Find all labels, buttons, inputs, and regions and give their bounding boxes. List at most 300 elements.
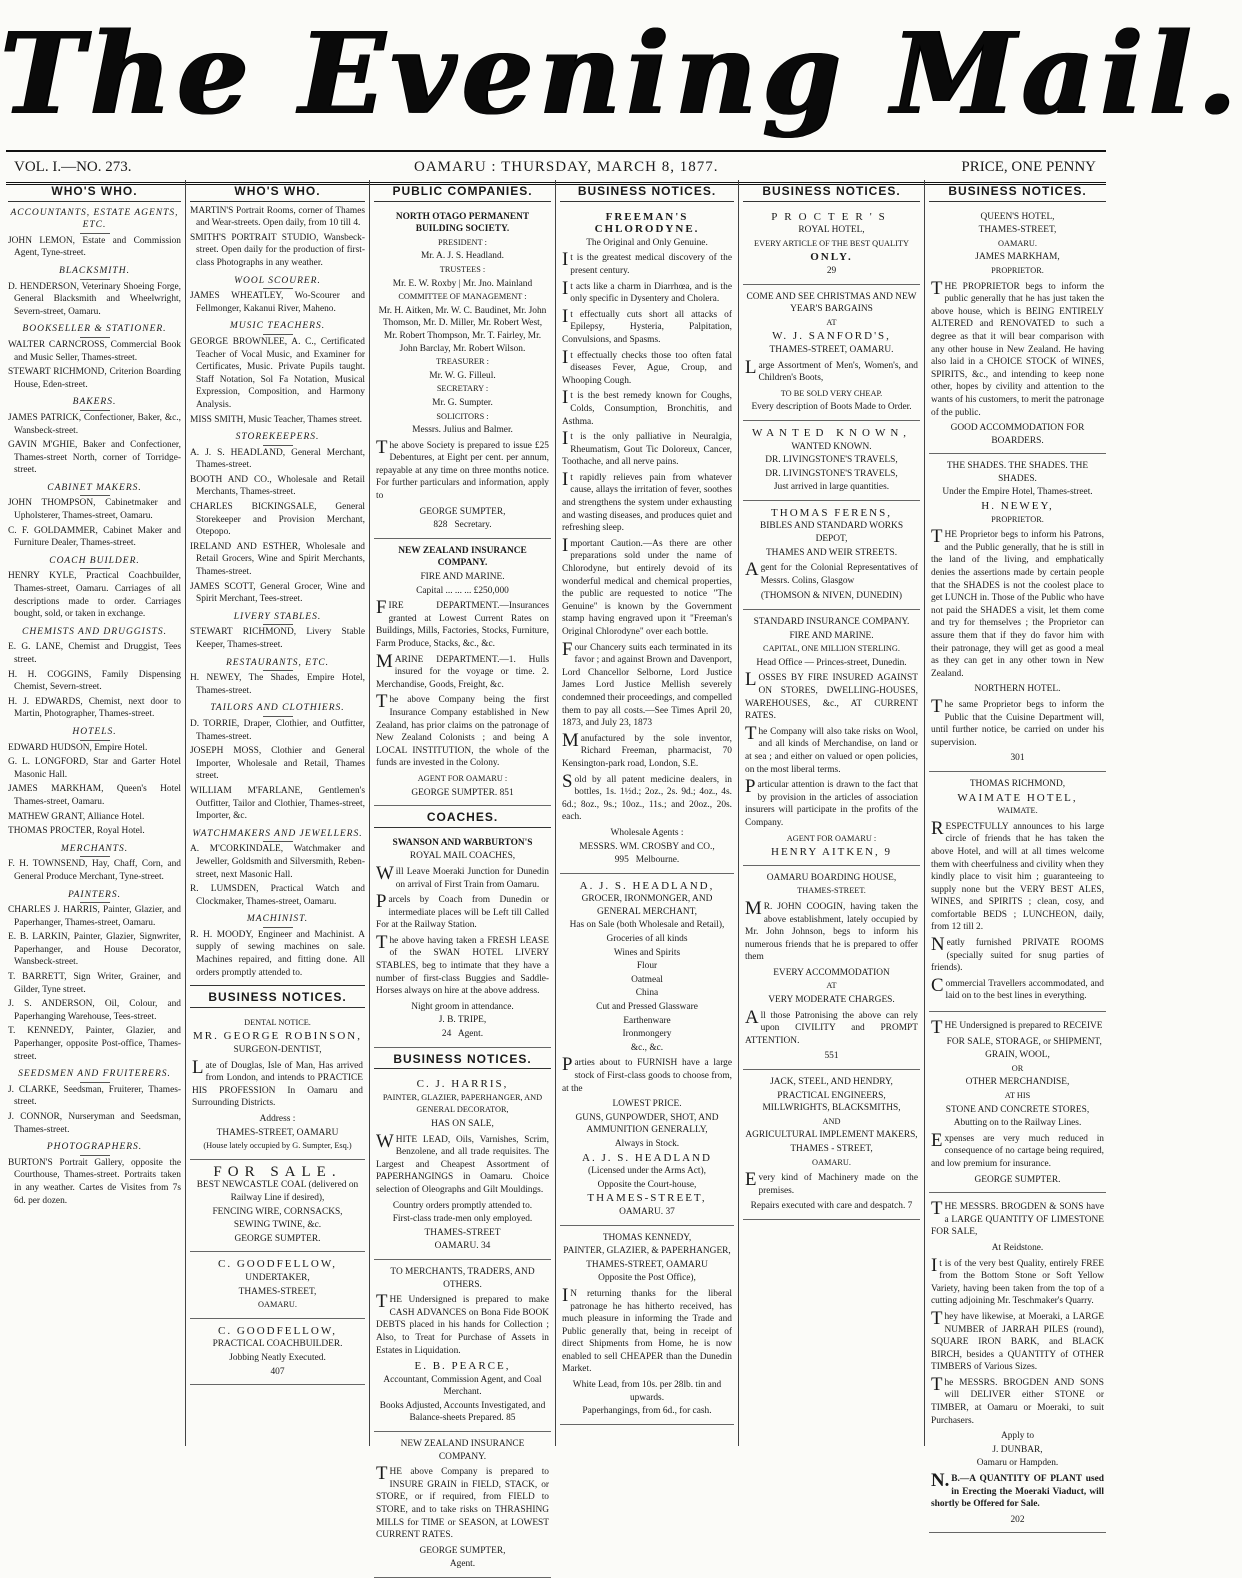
directory-entry: C. F. GOLDAMMER, Cabinet Maker and Furniture Dealer, Thames-street. (8, 525, 181, 549)
column-5 (738, 180, 924, 1446)
ad-line: THAMES-STREET, OAMARU. (769, 344, 894, 355)
ad-role: GROCER, IRONMONGER, AND GENERAL MERCHANT, (581, 894, 713, 917)
ad-line: First-class trade-men only employed. (392, 1214, 533, 1225)
directory-entry: A. M'CORKINDALE, Watchmaker and Jeweller, Goldsmith and Silversmith, Reben-street, next Masonic Hall. (190, 844, 365, 880)
directory-entry: CHARLES BICKINGSALE, General Storekeeper and Provision Merchant, Otepopo. (190, 502, 365, 538)
ad-line: EVERY ACCOMMODATION (773, 967, 890, 978)
item-entry: Flour (636, 961, 658, 972)
headland-ad (560, 874, 734, 1226)
directory-entry: STEWART RICHMOND, Livery Stable Keeper, Thames-street. (190, 627, 365, 650)
ad-name: C. GOODFELLOW, (218, 1324, 337, 1337)
ad-body: FIRE DEPARTMENT.—Insurances granted at Lowest Current Rates on Buildings, Mills, Factories, Stocks, Furniture, Farm Produce, Stacks, &c., &c. (376, 597, 549, 649)
ad-line: EVERY ARTICLE OF THE BEST QUALITY (754, 238, 909, 248)
ad-label: COMMITTEE OF MANAGEMENT : (398, 292, 527, 302)
ad-line: At Reidstone. (991, 1242, 1044, 1253)
ad-title: NEW ZEALAND INSURANCE COMPANY. (400, 1439, 525, 1462)
category-heading: BOOKSELLER & STATIONER. (8, 323, 181, 338)
category-heading: TAILORS AND CLOTHIERS. (190, 702, 365, 717)
coachbuilder-ad (190, 1319, 365, 1385)
wanted-known-ad (743, 421, 920, 501)
business-notices-heading: BUSINESS NOTICES. (374, 1048, 551, 1070)
ad-line: Mr. H. Aitken, Mr. W. C. Baudinet, Mr. John Thomson, Mr. D. Miller, Mr. Robert West, Mr. Robert Thompson, Mr. T. Fairley, Mr. John Barclay, Mr. Robert Wilson. (378, 305, 547, 354)
ad-line: AT (826, 981, 837, 991)
ad-number: 407 (270, 1366, 285, 1377)
ad-body: Neatly furnished PRIVATE ROOMS (specially suited for snug parties of friends). (931, 934, 1104, 974)
ad-role: PAINTER, GLAZIER, PAPERHANGER, AND GENERAL DECORATOR, (382, 1092, 543, 1115)
directory-entry: D. TORRIE, Draper, Clothier, and Outfitter, Thames-street. (190, 718, 365, 742)
ad-body: It is of the very best Quality, entirely FREE from the Bottom Stone or Soft Yellow Variety, having been taken from the top of a cutting adjoining Mr. Teschmaker's Quarry. (931, 1254, 1104, 1307)
ad-number: 85 (506, 1413, 516, 1424)
column-4 (555, 180, 738, 1446)
directory-entry: E. B. LARKIN, Painter, Glazier, Signwriter, Paperhanger, and House Decorator, Wansbeck-street. (8, 932, 181, 968)
category-heading: MUSIC TEACHERS. (190, 320, 365, 335)
ad-line: SEWING TWINE, &c. (233, 1220, 322, 1231)
ad-title: DENTAL NOTICE. (244, 1017, 311, 1027)
ad-line: FIRE AND MARINE. (789, 630, 874, 641)
ad-body: WHITE LEAD, Oils, Varnishes, Scrim, Benzolene, and all trade requisites. The Largest and Cheapest Assortment of PAPERHANGINGS in Oamaru. Choice selection of Oleographs and Gilt Mouldings. (376, 1130, 549, 1195)
ad-line: THAMES-STREET (424, 1227, 501, 1238)
ad-line: THAMES-STREET, (238, 1286, 317, 1297)
ad-line: TO BE SOLD VERY CHEAP. (780, 388, 883, 398)
directory-entry: R. H. MOODY, Engineer and Machinist. A supply of sewing machines on sale. Machines repaired, and fitting done. All orders promptly attended to. (190, 929, 365, 978)
ad-line: Secretary. (454, 520, 492, 531)
directory-entry: H. J. EDWARDS, Chemist, next door to Martin, Photographer, Thames-street. (8, 696, 181, 720)
ad-signature: J. B. TRIPE, (438, 1015, 487, 1026)
column-heading: WHO'S WHO. (8, 180, 181, 202)
ad-line: STONE AND CONCRETE STORES, (945, 1104, 1090, 1115)
ad-body: THE PROPRIETOR begs to inform the public generally that he has just taken the above house, which is BEING ENTIRELY ALTERED and RENOVATED to such a degree as that it will bear comparison with any other house in New Zealand. He having also laid in a CHOICE STOCK of WINES, SPIRITS, &c., and intending to keep none other, hopes by civility and attention to the wants of his customers, to merit the patronage of the public. (931, 277, 1104, 418)
ad-line: (Licensed under the Arms Act), (588, 1166, 706, 1177)
ad-line: THAMES-STREET, (587, 1192, 707, 1205)
harris-ad (374, 1072, 551, 1260)
ad-line: MESSRS. WM. CROSBY and CO., (579, 841, 715, 852)
category-heading: PAINTERS. (8, 889, 181, 904)
standard-insurance-ad (743, 610, 920, 866)
ad-body: The MESSRS. BROGDEN AND SONS will DELIVER either STONE or TIMBER, at Oamaru or Moeraki, to suit Purchasers. (931, 1373, 1104, 1426)
ad-role: PRACTICAL ENGINEERS, MILLWRIGHTS, BLACKSMITHS, (762, 1090, 901, 1114)
ad-body: Late of Douglas, Isle of Man, Has arrived from London, and intends to PRACTICE HIS PROFESSION In Oamaru and Surrounding Districts. (192, 1056, 363, 1109)
ad-body: The above Company being the first Insurance Company established in New Zealand, has prior claims on the patronage of New Zealand Colonists ; and being A LOCAL INSTITUTION, the whole of the funds are invested in the Colony. (376, 691, 549, 769)
ad-paragraph: Four Chancery suits each terminated in its favor ; and against Brown and Davenport, Lord Chancellor Selborne, Lord Justice James Lord Justice Mellish severely condemned their proceedings, and compelled them to pay all costs.—See Times April 20, 1873, and July 23, 1873 (562, 638, 732, 729)
directory-entry: CHARLES J. HARRIS, Painter, Glazier, and Paperhanger, Thames-street, Oamaru. (8, 905, 181, 928)
ad-line: Always in Stock. (614, 1138, 680, 1149)
ad-role: SURGEON-DENTIST, (233, 1045, 322, 1056)
ad-number: 202 (1010, 1514, 1025, 1525)
for-sale-ad (190, 1160, 365, 1253)
ad-line: Country orders promptly attended to. (392, 1200, 533, 1211)
ad-title: TO MERCHANTS, TRADERS, AND OTHERS. (390, 1266, 535, 1290)
ad-label: TREASURER : (436, 357, 489, 367)
ad-label: AGENT FOR OAMARU : (786, 833, 877, 843)
directory-entry: MISS SMITH, Music Teacher, Thames street. (190, 414, 363, 425)
ad-role: Accountant, Commission Agent, and Coal Merchant. (383, 1374, 542, 1398)
ad-role: PROPRIETOR. (991, 265, 1044, 275)
ad-body: THE above Company is prepared to INSURE GRAIN in FIELD, STACK, or STORE, or if required, from FIELD to STORE, and to take risks on THRASHING MILLS for TIME or SEASON, at LOWEST CURRENT RATES. (376, 1463, 549, 1541)
category-heading: MACHINIST. (190, 913, 365, 928)
ad-label: TRUSTEES : (439, 264, 486, 274)
ad-line: THAMES-STREET, (978, 225, 1057, 236)
ad-paragraph: It effectually cuts short all attacks of Epilepsy, Hysteria, Palpitation, Convulsions, and Spasms. (562, 305, 732, 345)
column-3 (369, 180, 555, 1570)
ad-body: N.B.—A QUANTITY OF PLANT used in Erecting the Moeraki Viaduct, will shortly be Offered for Sale. (931, 1470, 1104, 1510)
ad-line: White Lead, from 10s. per 28lb. tin and upwards. (572, 1380, 722, 1403)
directory-entry: SMITH'S PORTRAIT STUDIO, Wansbeck-street. Open daily for the production of first-class Photographs in any weather. (190, 232, 365, 268)
ad-number: 37 (665, 1206, 675, 1217)
ad-title: WANTED KNOWN, (751, 426, 912, 439)
directory-entry: H. H. COGGINS, Family Dispensing Chemist, Severn-street. (8, 669, 181, 693)
queens-hotel-ad (929, 205, 1106, 455)
grain-storage-ad (929, 1012, 1106, 1193)
ad-title: NORTH OTAGO PERMANENT BUILDING SOCIETY. (395, 211, 530, 235)
ad-line: THAMES-STREET, OAMARU (216, 1127, 339, 1138)
ad-signature: HENRY AITKEN, (771, 846, 880, 859)
ad-line: (House lately occupied by G. Sumpter, Esq.) (203, 1141, 352, 1151)
ad-name: JACK, STEEL, AND HENDRY, (770, 1077, 893, 1088)
ad-number: 995 (614, 855, 629, 866)
item-entry: Oatmeal (631, 974, 663, 985)
ad-line: Mr. W. G. Filleul. (429, 370, 496, 381)
ad-body: All those Patronising the above can rely upon CIVILITY and PROMPT ATTENTION. (745, 1006, 918, 1046)
directory-entry: THOMAS PROCTER, Royal Hotel. (8, 826, 145, 837)
ad-body: The above Society is prepared to issue £25 Debentures, at Eight per cent. per annum, repayable at any time on three months notice. For further particulars and information, apply to (376, 436, 549, 502)
ad-body: THE MESSRS. BROGDEN & SONS have a LARGE QUANTITY OF LIMESTONE FOR SALE, (931, 1198, 1104, 1238)
business-notices-heading: BUSINESS NOTICES. (190, 985, 365, 1008)
ad-label: Wholesale Agents : (610, 827, 684, 838)
category-heading: CABINET MAKERS. (8, 482, 181, 497)
ad-line: OAMARU. (258, 1300, 297, 1310)
column-1 (4, 180, 185, 1446)
ad-line: Mr. E. W. Roxby | Mr. Jno. Mainland (392, 278, 533, 289)
ad-body: Will Leave Moeraki Junction for Dunedin on arrival of First Train from Oamaru. (376, 862, 549, 890)
ad-line: OR (1011, 1063, 1024, 1073)
directory-entry: JOSEPH MOSS, Clothier and General Importer, Wholesale and Retail, Thames street. (190, 746, 365, 782)
directory-entry: BURTON'S Portrait Gallery, opposite the Courthouse, Thames-street. Portraits taken in any weather. Cartes de Visites from 7s 6d. per dozen. (8, 1157, 181, 1206)
ad-body: THE Undersigned is prepared to RECEIVE (931, 1017, 1103, 1039)
ad-body: IN returning thanks for the liberal patronage he has hitherto received, has much pleasure in informing the Trade and Public generally that, being in receipt of direct Shipments from Home, he is now enabled to sell CHEAPER than the Dunedin Market. (562, 1284, 732, 1375)
directory-entry: JAMES MARKHAM, Queen's Hotel Thames-street, Oamaru. (8, 784, 181, 807)
ad-line: BEST NEWCASTLE COAL (delivered on Railway Line if desired), (196, 1180, 359, 1203)
engineers-ad (743, 1070, 920, 1220)
ad-line: FIRE AND MARINE. (420, 572, 505, 583)
sanford-ad (743, 285, 920, 421)
ad-line: NORTHERN HOTEL. (974, 684, 1061, 695)
directory-entry: T. KENNEDY, Painter, Glazier, and Paperhanger, opposite Post-office, Thames-street. (8, 1026, 181, 1062)
ad-line: OAMARU. (619, 1206, 664, 1217)
ad-paragraph: It effectually checks those too often fatal diseases Fever, Ague, Croup, and Whooping Cough. (562, 346, 732, 386)
category-heading: RESTAURANTS, ETC. (190, 657, 365, 672)
ad-number: 551 (824, 1051, 839, 1062)
ad-title: QUEEN'S HOTEL, (980, 211, 1055, 222)
column-heading: PUBLIC COMPANIES. (374, 180, 551, 202)
item-entry: Wines and Spirits (613, 947, 681, 958)
ad-line: Every description of Boots Made to Order. (751, 402, 912, 413)
chlorodyne-ad (560, 205, 734, 874)
ad-body: Commercial Travellers accommodated, and laid on to the best lines in everything. (931, 974, 1104, 1002)
ad-name: J. DUNBAR, (992, 1444, 1043, 1455)
directory-entry: H. NEWEY, The Shades, Empire Hotel, Thames-street. (190, 673, 365, 696)
category-heading: SEEDSMEN AND FRUITERERS. (8, 1068, 181, 1083)
ad-body: Large Assortment of Men's, Women's, and Children's Boots, (745, 356, 918, 384)
ad-line: Address : (259, 1114, 296, 1124)
directory-entry: BOOTH AND CO., Wholesale and Retail Merchants, Thames-street. (190, 474, 365, 498)
nz-insurance-ad (374, 539, 551, 806)
dental-notice-ad (190, 1011, 365, 1160)
ad-title: PROCTER'S (771, 210, 892, 223)
item-entry: Groceries of all kinds (606, 934, 688, 945)
ferens-ad (743, 501, 920, 610)
waimate-hotel-ad (929, 772, 1106, 1012)
ad-paragraph: Important Caution.—As there are other preparations sold under the name of Chlorodyne, but entirely devoid of its wonderful medical and chemical properties, the public are requested to notice "The Genuine" is known by the Government stamp having engraved upon it "Freeman's Original Chlorodyne" over each bottle. (562, 534, 732, 637)
directory-entry: JOHN THOMPSON, Cabinetmaker and Upholsterer, Thames-street, Oamaru. (8, 498, 181, 522)
ad-body: The above having taken a FRESH LEASE of the SWAN HOTEL LIVERY STABLES, beg to intimate that they have a number of first-class Buggies and Saddle-Horses always on hire at the above address. (376, 931, 549, 997)
ad-line: AND (822, 1116, 841, 1126)
ad-line: DR. LIVINGSTONE'S TRAVELS, (765, 468, 898, 479)
ad-paragraph: Sold by all patent medicine dealers, in bottles, 1s. 1½d.; 2oz., 2s. 9d.; 4oz., 4s. 6d.; 8oz., 9s.; 10oz., 11s.; and 20oz., 20s. each. (562, 770, 732, 823)
ad-body: MR. JOHN COOGIN, having taken the above establishment, lately occupied by Mr. John Johnson, begs to inform his numerous friends that he is prepared to offer them (745, 897, 918, 963)
ad-signature: GEORGE SUMPTER. (974, 1174, 1061, 1185)
ad-name: H. NEWEY, (981, 500, 1054, 513)
ad-name: E. B. PEARCE, (414, 1360, 511, 1373)
ad-line: OAMARU. (434, 1241, 479, 1252)
ad-name: THOMAS KENNEDY, (602, 1232, 692, 1243)
ad-signature: GEORGE SUMPTER. (411, 787, 498, 798)
ad-line: Agent. (449, 1559, 476, 1570)
ad-line: Has on Sale (both Wholesale and Retail), (569, 920, 725, 931)
ad-signature: GEORGE SUMPTER. (234, 1233, 321, 1244)
ad-number: 34 (480, 1241, 491, 1252)
ad-role: PROPRIETOR. (991, 514, 1044, 524)
ad-line: COME AND SEE CHRISTMAS AND NEW YEAR'S BARGAINS (746, 291, 917, 315)
ad-role: PAINTER, GLAZIER, & PAPERHANGER, (563, 1246, 731, 1257)
newspaper-title: The Evening Mail. (0, 9, 1242, 140)
directory-entry: A. J. S. HEADLAND, General Merchant, Thames-street. (190, 447, 365, 471)
directory-entry: JAMES SCOTT, General Grocer, Wine and Spirit Merchant, Tees-street. (190, 581, 365, 605)
directory-entry: F. H. TOWNSEND, Hay, Chaff, Corn, and General Produce Merchant, Tyne-street. (8, 859, 181, 882)
category-heading: WATCHMAKERS AND JEWELLERS. (190, 828, 365, 843)
directory-entry: J. S. ANDERSON, Oil, Colour, and Paperhanging Warehouse, Tees-street. (8, 999, 181, 1022)
ad-line: Abutting on to the Railway Lines. (953, 1118, 1082, 1129)
undertaker-ad (190, 1252, 365, 1318)
ad-line: OAMARU. (998, 238, 1037, 248)
directory-entry: G. L. LONGFORD, Star and Garter Hotel Masonic Hall. (8, 757, 181, 780)
ad-line: THAMES - STREET, (790, 1144, 873, 1154)
category-heading: BLACKSMITH. (8, 265, 181, 280)
item-entry: China (635, 988, 659, 999)
ad-title: SWANSON AND WARBURTON'S (392, 837, 533, 848)
ad-line: OTHER MERCHANDISE, (965, 1077, 1070, 1088)
category-heading: BAKERS. (8, 396, 181, 411)
item-entry: Earthenware (623, 1015, 671, 1026)
directory-entry: R. LUMSDEN, Practical Watch and Clockmaker, Thames-street, Oamaru. (190, 884, 365, 907)
column-heading: WHO'S WHO. (190, 180, 365, 202)
ad-line: (THOMSON & NIVEN, DUNEDIN) (760, 591, 903, 602)
ad-line: Agent. (457, 1029, 484, 1040)
ad-paragraph: It acts like a charm in Diarrhœa, and is the only specific in Dysentery and Cholera. (562, 277, 732, 305)
ad-line: GUNS, GUNPOWDER, SHOT, AND AMMUNITION GENERALLY, (575, 1112, 719, 1136)
item-entry: Ironmongery (622, 1029, 672, 1040)
ad-role: PRACTICAL COACHBUILDER. (212, 1339, 343, 1350)
ad-line: Mr. G. Sumpter. (432, 397, 493, 408)
directory-sections (8, 207, 181, 1208)
ad-number: 7 (907, 1201, 913, 1212)
item-list (562, 933, 732, 1054)
column-heading: BUSINESS NOTICES. (560, 180, 734, 202)
ad-title: STANDARD INSURANCE COMPANY. (753, 617, 910, 628)
ad-title: NEW ZEALAND INSURANCE COMPANY. (398, 545, 527, 569)
ad-body: Particular attention is drawn to the fact that by provision in the articles of association insurers will participate in the profits of the Company. (745, 776, 918, 828)
ad-title: FREEMAN'S CHLORODYNE. (594, 210, 700, 236)
ad-line: Night groom in attendance. (411, 1001, 514, 1012)
ad-line: WAIMATE. (997, 806, 1038, 816)
directory-entry: HENRY KYLE, Practical Coachbuilder, Thames-street, Oamaru. Carriages of all descriptions made to order. Carriages bought, sold, or taken in exchange. (8, 571, 181, 620)
coaches-ad (374, 831, 551, 1048)
ad-body: THE Undersigned is prepared to make CASH ADVANCES on Bona Fide BOOK DEBTS placed in his hands for Collection ; Also, to Treat for Purchase of Assets in Estates in Liquidation. (376, 1291, 549, 1356)
ad-line: ROYAL HOTEL, (798, 225, 865, 236)
category-heading: CHEMISTS AND DRUGGISTS. (8, 626, 181, 641)
ad-body: The Company will also take risks on Wool, and all kinds of Merchandise, on land or at sea ; and either on valued or open policies, on the most liberal terms. (745, 722, 918, 775)
directory-entry: GAVIN M'GHIE, Baker and Confectioner, Thames-street North, corner of Torridge-street. (8, 440, 181, 476)
ad-title: THE SHADES. THE SHADES. THE SHADES. (946, 461, 1089, 484)
price: PRICE, ONE PENNY (961, 159, 1096, 175)
nz-insurance-grain-ad (374, 1432, 551, 1578)
ad-body: MARINE DEPARTMENT.—1. Hulls insured for the voyage or time. 2. Merchandise, Goods, Freight, &c. (376, 650, 549, 690)
ad-line: THAMES AND WEIR STREETS. (765, 547, 898, 558)
ad-line: LOWEST PRICE. (612, 1099, 682, 1110)
ad-name: A. J. S. HEADLAND (582, 1151, 712, 1164)
ad-line: Melbourne. (635, 855, 680, 866)
ad-line: The Original and Only Genuine. (586, 237, 708, 248)
ad-body: Parcels by Coach from Dunedin or intermediate places will be Left till Called For at the Railway Station. (376, 891, 549, 931)
ad-line: Opposite the Court-house, (597, 1179, 697, 1190)
ad-paragraph: It is the greatest medical discovery of the present century. (562, 249, 732, 276)
ad-line: HAS ON SALE, (431, 1119, 494, 1129)
directory-entry: GEORGE BROWNLEE, A. C., Certificated Teacher of Vocal Music, and Examiner for Certificates, Music. Private Pupils taught. Staff Notation, Sol Fa Notation, Musical Expression, Composition, and Harmony Analysis. (190, 336, 365, 410)
pearce-ad (374, 1260, 551, 1432)
ad-line: GOOD ACCOMMODATION FOR BOARDERS. (950, 423, 1085, 446)
ad-label: SOLICITORS : (436, 411, 489, 421)
directory-entry: IRELAND AND ESTHER, Wholesale and Retail Grocers, Wine and Spirit Merchants, Thames-street. (190, 541, 365, 578)
ad-number: 851 (499, 787, 514, 798)
directory-entry: JOHN LEMON, Estate and Commission Agent, Tyne-street. (8, 235, 181, 259)
shades-ad (929, 454, 1106, 772)
ad-line: WANTED KNOWN. (791, 441, 872, 452)
ad-line: THAMES-STREET. (797, 886, 866, 896)
column-heading: BUSINESS NOTICES. (929, 180, 1106, 202)
ad-line: Opposite the Post Office), (598, 1273, 696, 1284)
ad-line: Jobbing Neatly Executed. (229, 1352, 326, 1363)
ad-line: Repairs executed with care and despatch. (750, 1201, 906, 1212)
ad-body: The same Proprietor begs to inform the Public that the Cuisine Department will, until further notice, be carried on under his supervision. (931, 695, 1104, 748)
category-heading: ACCOUNTANTS, ESTATE AGENTS, ETC. (8, 207, 181, 234)
ad-body: Every kind of Machinery made on the premises. (745, 1169, 918, 1196)
ad-line: AT (826, 317, 837, 327)
directory-entry: MARTIN'S Portrait Rooms, corner of Thames and Wear-streets. Open daily, from 10 till 4. (190, 205, 365, 229)
ad-name: W. J. SANFORD'S, (772, 330, 891, 343)
directory-entry: T. BARRETT, Sign Writer, Grainer, and Gilder, Tyne street. (8, 972, 181, 995)
masthead (0, 0, 1242, 150)
column-6 (924, 180, 1110, 1525)
building-society-ad (374, 205, 551, 539)
directory-entry: MATHEW GRANT, Alliance Hotel. (8, 811, 145, 822)
category-heading: PHOTOGRAPHERS. (8, 1141, 181, 1156)
ad-line: THAMES-STREET, OAMARU (586, 1259, 708, 1270)
ad-name: THOMAS FERENS, (771, 506, 892, 519)
ad-line: ROYAL MAIL COACHES, (409, 851, 516, 862)
directory-entry: JAMES PATRICK, Confectioner, Baker, &c., Wansbeck-street. (8, 412, 181, 436)
ad-body: LOSSES BY FIRE INSURED AGAINST ON STORES, DWELLING-HOUSES, WAREHOUSES, &c., AT CURRENT RATES. (745, 669, 918, 722)
directory-entry: JAMES WHEATLEY, Wo-Scourer and Fellmonger, Kakanui River, Maheno. (190, 291, 365, 314)
ad-number: 301 (1010, 753, 1025, 764)
ad-line: Books Adjusted, Accounts Investigated, and Balance-sheets Prepared. (379, 1400, 546, 1424)
item-entry: &c., &c. (630, 1042, 664, 1053)
ad-line: CAPITAL, ONE MILLION STERLING. (763, 644, 900, 654)
ad-line: Mr. A. J. S. Headland. (420, 251, 505, 262)
column-heading: BUSINESS NOTICES. (743, 180, 920, 202)
ad-body: Expenses are very much reduced in consequence of no cartage being required, and low premium for insurance. (931, 1129, 1104, 1169)
ad-line: Messrs. Julius and Balmer. (412, 425, 513, 436)
category-heading: HOTELS. (8, 726, 181, 741)
ad-number: 24 (441, 1029, 452, 1040)
ad-line: Under the Empire Hotel, Thames-street. (942, 487, 1093, 498)
ad-title: WAIMATE HOTEL, (957, 791, 1078, 804)
ad-body: Parties about to FURNISH have a large stock of First-class goods to choose from, at the (562, 1054, 732, 1094)
ad-paragraph: It is the only palliative in Neuralgia, Rheumatism, Gout Tic Doloreux, Cancer, Toothache, and all nerve pains. (562, 428, 732, 468)
directory-sections (190, 205, 365, 980)
ad-line: OAMARU. (812, 1157, 851, 1167)
category-heading: STOREKEEPERS. (190, 431, 365, 446)
ad-number: 9 (884, 846, 892, 859)
directory-entry: WILLIAM M'FARLANE, Gentlemen's Outfitter, Tailor and Clothier, Thames-street, Importer, &c. (190, 785, 365, 822)
directory-entry: E. G. LANE, Chemist and Druggist, Tees street. (8, 642, 181, 665)
procter-ad (743, 205, 920, 285)
ad-title: OAMARU BOARDING HOUSE, (766, 872, 897, 883)
directory-entry: J. CONNOR, Nurseryman and Seedsman, Thames-street. (8, 1112, 181, 1135)
ad-body: Agent for the Colonial Representatives of Messrs. Colins, Glasgow (745, 559, 918, 586)
category-heading: WOOL SCOURER. (190, 275, 365, 290)
ad-name: C. J. HARRIS, (416, 1078, 509, 1091)
column-2 (185, 180, 369, 1446)
ad-role: AGRICULTURAL IMPLEMENT MAKERS, (745, 1130, 918, 1141)
ad-line: Oamaru or Hampden. (976, 1458, 1059, 1469)
ad-label: SECRETARY : (436, 384, 489, 394)
ad-body: They have likewise, at Moeraki, a LARGE NUMBER of JARRAH PILES (round), SQUARE IRON BARK, and BLACK BIRCH, besides a QUANTITY of OTHER TIMBERS of Various Sizes. (931, 1307, 1104, 1373)
boarding-house-ad (743, 866, 920, 1070)
item-entry: Cut and Pressed Glassware (596, 1002, 698, 1013)
directory-entry: EDWARD HUDSON, Empire Hotel. (8, 742, 148, 753)
ad-name: C. GOODFELLOW, (218, 1258, 337, 1271)
ad-role: UNDERTAKER, (245, 1272, 310, 1283)
ad-line: Capital ... ... ... £250,000 (416, 585, 509, 596)
ad-paragraphs (562, 249, 732, 824)
issue-date: OAMARU : THURSDAY, MARCH 8, 1877. (414, 159, 719, 175)
category-heading: MERCHANTS. (8, 843, 181, 858)
ad-line: DR. LIVINGSTONE'S TRAVELS, (765, 455, 898, 466)
category-heading: LIVERY STABLES. (190, 611, 365, 626)
ad-role: BIBLES AND STANDARD WORKS DEPOT, (759, 521, 904, 545)
ad-body: THE Proprietor begs to inform his Patrons, and the Public generally, that he is still in the land of the living, and emphatically denies the assertions made by certain people that the SHADES is not the coolest place to get LUNCH in. Those of the Public who have not paid the SHADES a visit, let them come and try for themselves ; the Proprietor can assure them that if they do favor him with their patronage, they will get as good a meal as they can get in any other town in New Zealand. (931, 526, 1104, 679)
directory-entry: J. CLARKE, Seedsman, Fruiterer, Thames-street. (8, 1084, 181, 1108)
ad-name: A. J. S. HEADLAND, (579, 879, 715, 892)
ad-number: 29 (826, 265, 837, 276)
ad-title: FOR SALE. (213, 1163, 342, 1180)
ad-signature: GEORGE SUMPTER, (419, 506, 506, 517)
ad-line: Head Office — Princes-street, Dunedin. (756, 657, 907, 668)
ad-line: Just arrived in large quantities. (773, 482, 890, 493)
ad-line: FENCING WIRE, CORNSACKS, (212, 1206, 343, 1217)
category-heading: COACH BUILDER. (8, 555, 181, 570)
ad-body: RESPECTFULLY announces to his large circle of friends that he has taken the above Hotel, and will at all times welcome them with cheerfulness and civility when they kindly place to visit him ; guaranteeing to supply none but the VERY BEST ALES, WINES, and SPIRITS ; clean, cosy, and comfortable BEDS ; LUNCHEON, daily, from 12 till 2. (931, 817, 1104, 933)
ad-name: MR. GEORGE ROBINSON, (193, 1030, 362, 1043)
